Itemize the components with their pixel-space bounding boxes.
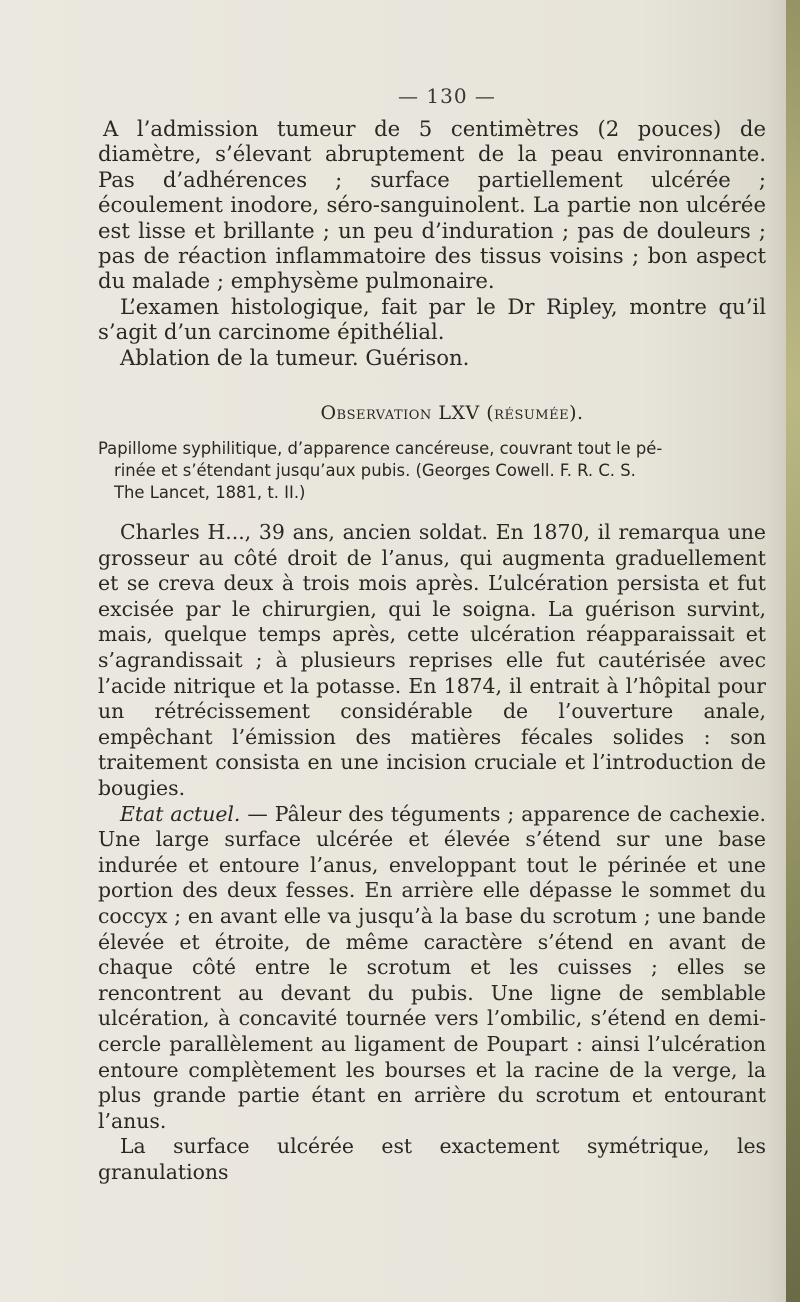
- paragraph-ablation: Ablation de la tumeur. Guérison.: [120, 344, 470, 370]
- summary-line: The Lancet, 1881, t. II.): [114, 483, 306, 503]
- paragraph-charles: Charles H..., 39 ans, ancien soldat. En 1870, il remarqua une grosseur au côté droit de l’anus, qui augmenta graduellement et se creva deux à trois mois après. L’ulcération persista et fut excisée par le chirurgien, qui le soigna. La guérison survint, mais, quelque temps après, cette ulcération réapparaissait et s’agrandissait ; à plusieurs reprises elle fut cautérisée avec l’acide nitrique et la potasse. En 1874, il entrait à l’hôpital pour un rétrécissement considérable de l’ouverture anale, empêchant l’émission des matières fécales solides : son traitement consista en une incision cruciale et l’introduction de bougies.: [98, 520, 766, 800]
- paragraph-etat-actuel: [98, 802, 766, 1135]
- summary-line: Papillome syphilitique, d’apparence cancéreuse, couvrant tout le pé-: [98, 439, 663, 459]
- text-block: [98, 84, 766, 1186]
- paragraph-examen: L’examen histologique, fait par le Dr Ripley, montre qu’il s’agit d’un carcinome épithélial.: [98, 293, 766, 345]
- observation-title: Observation LXV (résumée).: [320, 402, 584, 425]
- summary-line: rinée et s’étendant jusqu’aux pubis. (Georges Cowell. F. R. C. S.: [114, 461, 636, 481]
- paragraph-last-line: La surface ulcérée est exactement symétrique, les granulations: [98, 1134, 766, 1184]
- page-number: — 130 —: [398, 84, 496, 108]
- observation-summary: [98, 438, 766, 504]
- paragraph-admission: A l’admission tumeur de 5 centimètres (2 pouces) de diamètre, s’élevant abruptement de la peau environnante. Pas d’adhérences ; surface partiellement ulcérée ; écoulement inodore, séro-sanguinolent. La partie non ulcérée est lisse et brillante ; un peu d’induration ; pas de douleurs ; pas de réaction inflammatoire des tissus voisins ; bon aspect du malade ; emphysème pulmonaire.: [98, 116, 766, 294]
- etat-text: — Pâleur des téguments ; apparence de cachexie. Une large surface ulcérée et élevée s’étend sur une base indurée et entoure l’anus, enveloppant tout le périnée et une portion des deux fesses. En arrière elle dépasse le sommet du coccyx ; en avant elle va jusqu’à la base du scrotum ; une bande élevée et étroite, de même caractère s’étend en avant de chaque côté entre le scrotum et les cuisses ; elles se rencontrent au devant du pubis. Une ligne de semblable ulcération, à concavité tournée vers l’ombilic, s’étend en demi-cercle parallèlement au ligament de Poupart : ainsi l’ulcération entoure complètement les bourses et la racine de la verge, la plus grande partie étant en arrière du scrotum et entourant l’anus.: [98, 801, 766, 1133]
- page-edge-shadow: [786, 0, 800, 1302]
- etat-label: Etat actuel.: [120, 801, 241, 826]
